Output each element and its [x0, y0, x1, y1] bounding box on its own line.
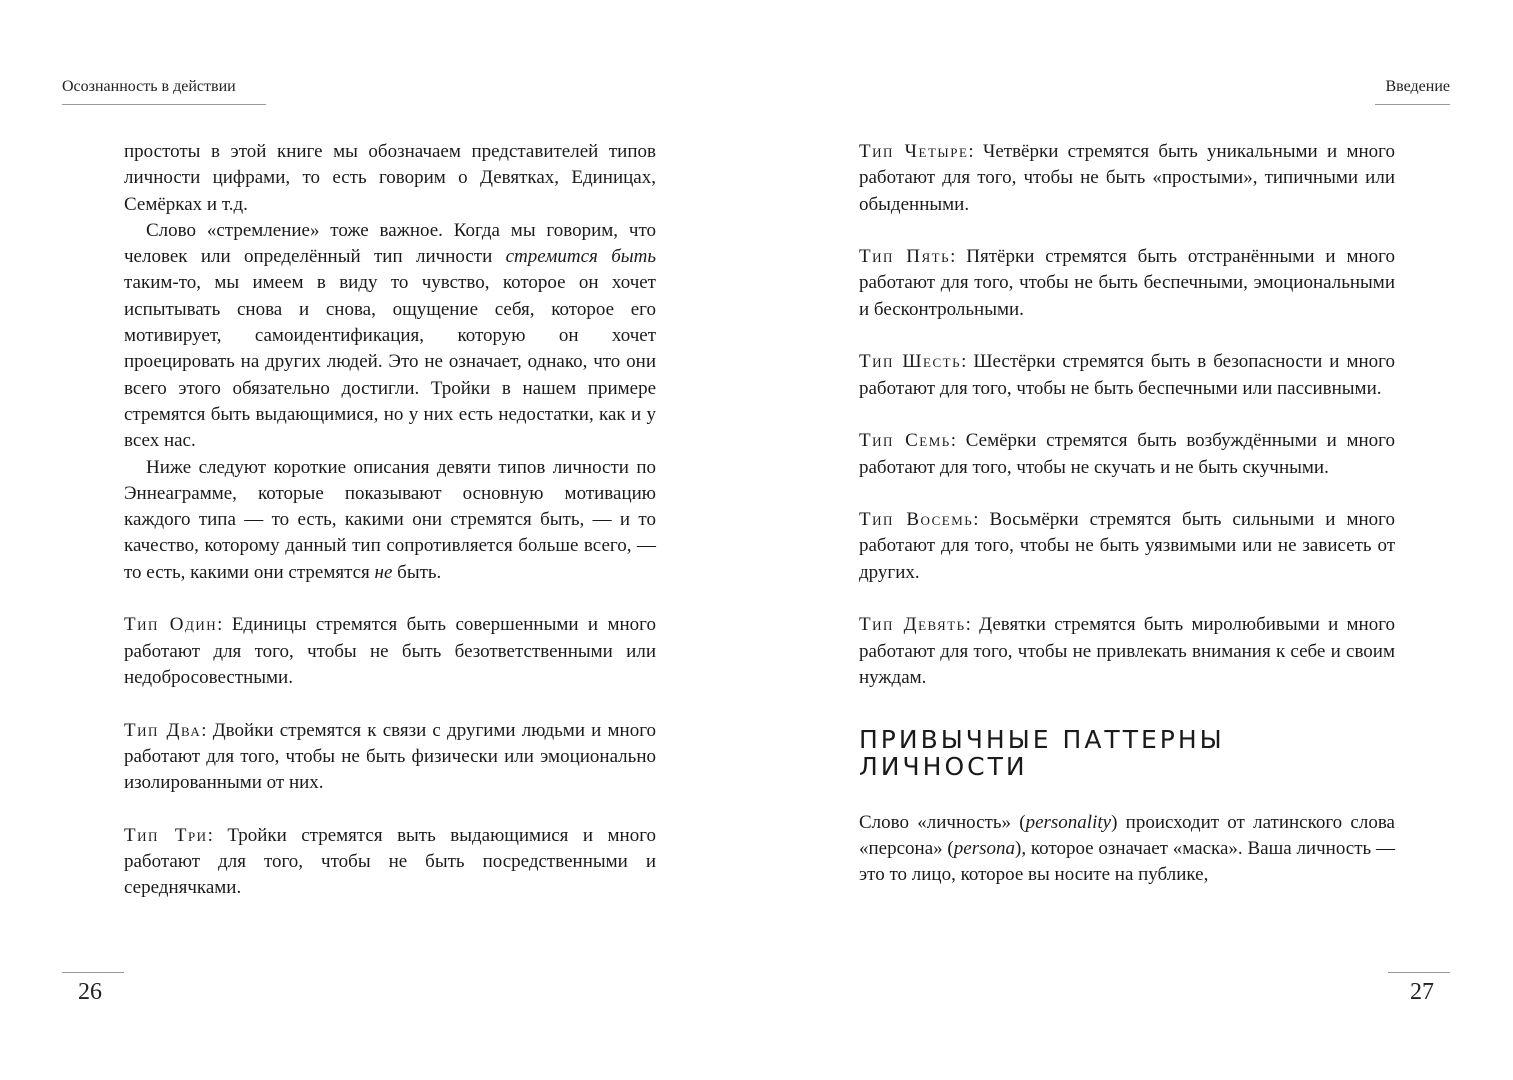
colon: :	[968, 141, 983, 162]
left-page	[0, 0, 756, 1080]
left-page-body	[124, 139, 656, 928]
text-span: ) происходит от латинского слова «персона» (	[859, 811, 1395, 860]
type-label: Тип Семь	[859, 430, 951, 452]
colon: :	[207, 824, 228, 846]
type-label: Тип Один	[124, 614, 218, 636]
italic-text: стремится быть	[505, 246, 656, 268]
right-page-body	[859, 139, 1395, 889]
paragraph-intro-types	[124, 455, 656, 586]
type-label: Тип Четыре	[859, 141, 969, 162]
type-description: Шестёрки стремятся быть в безопасности и много работают для того, чтобы не быть беспечными или пассивными.	[859, 351, 1395, 399]
type-description: Тройки стремятся выть выдающимися и много работают для того, чтобы не быть посредственными и середнячками.	[124, 824, 657, 899]
type-entry-four	[859, 139, 1395, 218]
type-label: Тип Три	[124, 824, 208, 846]
paragraph-personality-etymology	[859, 810, 1395, 889]
running-head-chapter-title: Введение	[1375, 78, 1450, 105]
text-span: таким-то, мы имеем в виду то чувство, которое он хочет испытывать снова и снова, ощущение себя, которое его мотивирует, самоидентификация, которую он хочет проецировать на других людей. Это не означает, однако, что они всего этого обязательно достигли. Тройки в нашем примере стремятся быть выдающимися, но у них есть недостатки, как и у всех нас.	[124, 272, 656, 452]
section-heading: ПРИВЫЧНЫЕ ПАТТЕРНЫ ЛИЧНОСТИ	[859, 725, 1225, 781]
right-page	[756, 0, 1513, 1080]
type-description: Восьмёрки стремятся быть сильными и много работают для того, чтобы не быть уязвимыми или не зависеть от других.	[859, 509, 1395, 583]
colon: :	[961, 351, 974, 373]
paragraph-continuation: простоты в этой книге мы обозначаем представителей типов личности цифрами, то есть говорим о Девятках, Единицах, Семёрках и т.д.	[124, 141, 656, 215]
type-entry-seven	[859, 428, 1395, 481]
running-head-book-title: Осознанность в действии	[62, 78, 266, 105]
type-description: Четвёрки стремятся быть уникальными и много работают для того, чтобы не быть «простыми», типичными или обыденными.	[859, 141, 1395, 215]
type-entry-six	[859, 349, 1395, 402]
type-entry-five	[859, 244, 1395, 323]
type-description: Девятки стремятся быть миролюбивыми и много работают для того, чтобы не привлекать внимания к себе и своим нуждам.	[859, 614, 1396, 688]
paragraph-striving	[124, 218, 656, 455]
colon: :	[965, 614, 980, 636]
type-description: Семёрки стремятся быть возбуждёнными и много работают для того, чтобы не скучать и не быть скучными.	[859, 430, 1395, 478]
page-number-right: 27	[1388, 972, 1450, 1006]
italic-text: persona	[953, 838, 1015, 860]
page-number-left: 26	[62, 972, 124, 1006]
type-entry-nine	[859, 612, 1395, 691]
colon: :	[973, 509, 990, 531]
type-label: Тип Пять	[859, 246, 951, 268]
type-label: Тип Девять	[859, 614, 966, 636]
type-description: Единицы стремятся быть совершенными и много работают для того, чтобы не быть безответственными или недобросовестными.	[124, 614, 656, 688]
type-description: Двойки стремятся к связи с другими людьми и много работают для того, чтобы не быть физически или эмоционально изолированными от них.	[124, 719, 657, 794]
type-entry-two	[124, 718, 656, 797]
text-span: быть.	[392, 561, 442, 583]
type-label: Тип Шесть	[859, 351, 962, 373]
type-description: Пятёрки стремятся быть отстранёнными и много работают для того, чтобы не быть беспечными, эмоциональными и бесконтрольными.	[859, 246, 1395, 320]
type-entry-eight	[859, 507, 1395, 586]
colon: :	[201, 719, 213, 741]
italic-text: personality	[1025, 811, 1112, 833]
text-span: Слово «личность» (	[859, 811, 1026, 833]
text-span: Ниже следуют короткие описания девяти типов личности по Эннеаграмме, которые показывают основную мотивацию каждого типа — то есть, какими они стремятся быть, — и то качество, которому данный тип сопротивляется больше всего, — то есть, какими они стремятся	[124, 456, 656, 583]
text-span: Слово «стремление» тоже важное. Когда мы говорим, что человек или определённый тип личности	[124, 219, 656, 268]
type-entry-three	[124, 823, 656, 902]
type-entry-one	[124, 612, 656, 691]
type-label: Тип Два	[124, 719, 202, 741]
colon: :	[217, 614, 232, 636]
colon: :	[950, 430, 966, 452]
colon: :	[950, 246, 967, 268]
text-span: ), которое означает «маска». Ваша личность — это то лицо, которое вы носите на публике,	[859, 838, 1395, 886]
type-label: Тип Восемь	[859, 509, 974, 531]
italic-text: не	[374, 561, 393, 583]
